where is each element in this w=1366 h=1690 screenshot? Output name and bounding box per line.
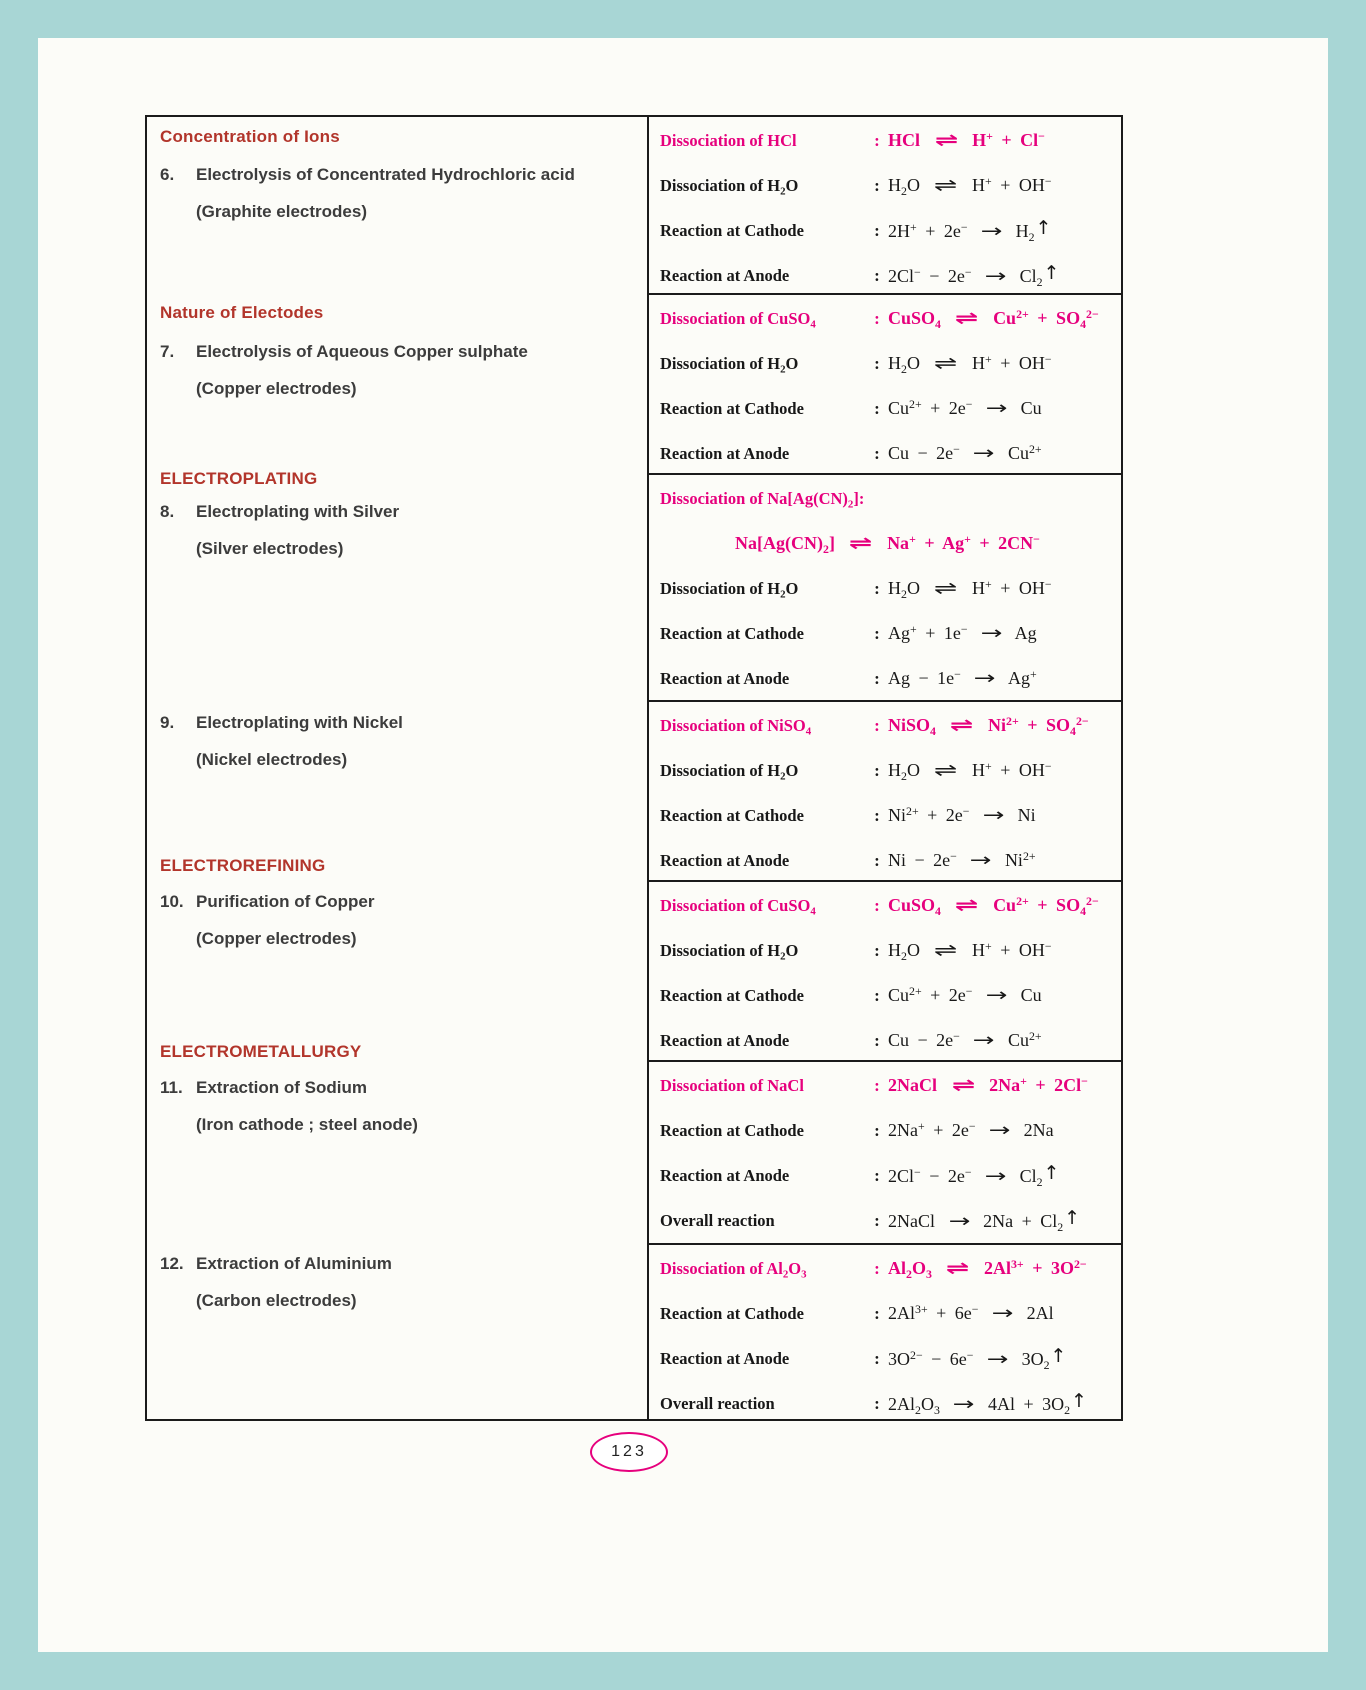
colon-separator: :: [874, 578, 880, 598]
reaction-label: Dissociation of $H_2O$: [660, 353, 799, 375]
reaction-row: [649, 611, 1121, 656]
reaction-row: [649, 656, 1121, 701]
reaction-formula: $Cu - 2e^- \to Cu^{2+}$: [888, 441, 1042, 464]
colon-separator: :: [874, 175, 880, 195]
colon-separator: :: [874, 1348, 880, 1368]
reaction-row: [649, 1246, 1121, 1291]
reaction-label: Dissociation of $H_2O$: [660, 578, 799, 600]
topic-subtitle: (Copper electrodes): [196, 379, 357, 398]
reaction-formula: $H_2O$ ⇌ H+ + OH−: [888, 351, 1052, 376]
reaction-row: [649, 208, 1121, 253]
topic-subtitle: (Iron cathode ; steel anode): [196, 1115, 418, 1134]
reaction-block: [649, 882, 1121, 1062]
reaction-formula: $3O^{2-} - 6e^-$ → $3O_2↑$: [888, 1344, 1067, 1372]
topic-number: 7.: [160, 342, 175, 361]
reaction-label: Dissociation of $H_2O$: [660, 940, 799, 962]
reaction-row: [649, 118, 1121, 163]
colon-separator: :: [874, 130, 880, 150]
section-heading: Concentration of Ions: [160, 127, 340, 146]
reaction-row: [649, 341, 1121, 386]
reaction-row: [649, 1198, 1121, 1243]
colon-separator: :: [874, 1120, 880, 1140]
reaction-row: [649, 748, 1121, 793]
colon-separator: :: [874, 1393, 880, 1413]
colon-separator: :: [874, 850, 880, 870]
reaction-label: Dissociation of NaCl: [660, 1075, 804, 1095]
reaction-formula: NiSO$_4$ ⇌ $Ni^{2+} + SO_4^{2-}$: [888, 713, 1089, 738]
topic-number: 12.: [160, 1254, 184, 1273]
reaction-row: [649, 1018, 1121, 1062]
reaction-label: Reaction at Cathode: [660, 1120, 804, 1140]
reaction-formula: $H_2O$ ⇌ H+ + OH−: [888, 758, 1052, 783]
reaction-block: [649, 475, 1121, 702]
topic-item: [160, 164, 641, 223]
topic-item: [160, 501, 641, 560]
topic-subtitle: (Silver electrodes): [196, 539, 344, 558]
reaction-label: Dissociation of $Na[Ag(CN)_2]$:: [660, 488, 865, 510]
topic-subtitle: (Nickel electrodes): [196, 750, 348, 769]
topic-number: 9.: [160, 713, 175, 732]
topic-title-line: [160, 164, 641, 186]
topics-column: [147, 117, 647, 1419]
topic-title: Electrolysis of Aqueous Copper sulphate: [196, 342, 528, 361]
reaction-label: Reaction at Anode: [660, 1348, 790, 1368]
reaction-formula: $H_2O$ ⇌ H+ + OH−: [888, 938, 1052, 963]
reaction-label: Reaction at Cathode: [660, 985, 804, 1005]
reaction-block: [649, 117, 1121, 295]
reaction-row: [649, 386, 1121, 431]
topic-title: Electroplating with Silver: [196, 502, 400, 521]
topic-title: Electroplating with Nickel: [196, 713, 403, 732]
reaction-label: Reaction at Cathode: [660, 398, 804, 418]
topic-title-line: [160, 341, 641, 363]
reaction-formula: 2Na+ + 2e− → 2Na: [888, 1118, 1054, 1141]
colon-separator: :: [874, 308, 880, 328]
reaction-formula: $Cu^{2+} + 2e^- \to Cu$: [888, 396, 1042, 419]
colon-separator: :: [874, 220, 880, 240]
reaction-row: [649, 1291, 1121, 1336]
section-heading: Nature of Electodes: [160, 303, 324, 322]
reaction-row: [649, 521, 1121, 566]
colon-separator: :: [874, 668, 880, 688]
reaction-row: [649, 703, 1121, 748]
reaction-label: Reaction at Anode: [660, 443, 790, 463]
topic-title-line: [160, 501, 641, 523]
topic-title-line: [160, 1253, 641, 1275]
page-sheet: [38, 38, 1328, 1652]
reaction-formula: Ag+ + 1e− → Ag: [888, 621, 1037, 644]
reaction-row: [649, 883, 1121, 928]
colon-separator: :: [874, 1075, 880, 1095]
colon-separator: :: [874, 353, 880, 373]
reaction-row: [649, 973, 1121, 1018]
reaction-row: [649, 476, 1121, 521]
reaction-formula: 2NaCl → $2Na + Cl_2↑$: [888, 1206, 1081, 1234]
colon-separator: :: [874, 1258, 880, 1278]
reaction-row: [649, 253, 1121, 295]
topic-subtitle: (Copper electrodes): [196, 929, 357, 948]
topic-number: 6.: [160, 165, 175, 184]
reaction-row: [649, 566, 1121, 611]
reaction-row: [649, 928, 1121, 973]
colon-separator: :: [874, 1210, 880, 1230]
colon-separator: :: [874, 985, 880, 1005]
reaction-formula: CuSO$_4$ ⇌ $Cu^{2+} + SO_4^{2-}$: [888, 306, 1099, 331]
reaction-row: [649, 431, 1121, 475]
topic-number: 11.: [160, 1078, 183, 1097]
page-number: 123: [611, 1443, 647, 1460]
reaction-label: Dissociation of NiSO$_4$: [660, 715, 812, 737]
reaction-label: Dissociation of CuSO$_4$: [660, 895, 816, 917]
reaction-formula: $H_2O$ ⇌ H+ + OH−: [888, 173, 1052, 198]
colon-separator: :: [874, 265, 880, 285]
reaction-row: [649, 793, 1121, 838]
reaction-formula: $2Cl^- - 2e^- \to Cl_2↑$: [888, 261, 1060, 289]
reaction-block: [649, 702, 1121, 882]
reaction-formula: Ag − 1e− → Ag+: [888, 666, 1037, 689]
topic-title-line: [160, 891, 641, 913]
topic-title: Electrolysis of Concentrated Hydrochloric acid: [196, 165, 575, 184]
colon-separator: :: [874, 895, 880, 915]
colon-separator: :: [874, 1303, 880, 1323]
reaction-formula: $2Cl^- - 2e^- \to Cl_2↑$: [888, 1161, 1060, 1189]
reactions-column: [647, 117, 1121, 1419]
colon-separator: :: [874, 443, 880, 463]
reaction-label: Reaction at Cathode: [660, 805, 804, 825]
reaction-label: Dissociation of HCl: [660, 130, 797, 150]
colon-separator: :: [874, 398, 880, 418]
reaction-formula: $H_2O$ ⇌ H+ + OH−: [888, 576, 1052, 601]
reaction-formula: HCl ⇌ H+ + Cl−: [888, 128, 1045, 151]
reaction-label: Reaction at Anode: [660, 668, 790, 688]
topic-title-line: [160, 1077, 641, 1099]
reaction-row: [649, 1381, 1121, 1419]
colon-separator: :: [874, 623, 880, 643]
topic-title: Purification of Copper: [196, 892, 375, 911]
reaction-label: Reaction at Anode: [660, 265, 790, 285]
reaction-row: [649, 1153, 1121, 1198]
reaction-formula: $Cu^{2+} + 2e^- \to Cu$: [888, 983, 1042, 1006]
reaction-label: Dissociation of CuSO$_4$: [660, 308, 816, 330]
reaction-block: [649, 1062, 1121, 1245]
page-number-badge: [590, 1432, 668, 1472]
colon-separator: :: [874, 760, 880, 780]
reaction-label: Reaction at Anode: [660, 1165, 790, 1185]
colon-separator: :: [874, 1165, 880, 1185]
colon-separator: :: [874, 805, 880, 825]
reaction-formula: $Na[Ag(CN)_2]$ ⇌ Na+ + Ag+ + 2CN−: [735, 531, 1040, 556]
reaction-formula: $2Al^{3+} + 6e^- \to 2Al$: [888, 1301, 1054, 1324]
colon-separator: :: [874, 940, 880, 960]
reaction-block: [649, 1245, 1121, 1419]
topic-item: [160, 891, 641, 950]
topic-item: [160, 1077, 641, 1136]
reaction-formula: $Ni - 2e^- \to Ni^{2+}$: [888, 848, 1036, 871]
topic-number: 8.: [160, 502, 175, 521]
reaction-label: Overall reaction: [660, 1210, 775, 1230]
reaction-label: Reaction at Anode: [660, 1030, 790, 1050]
reaction-label: Dissociation of $H_2O$: [660, 760, 799, 782]
topic-title: Extraction of Aluminium: [196, 1254, 392, 1273]
topic-number: 10.: [160, 892, 184, 911]
reaction-row: [649, 1108, 1121, 1153]
reaction-label: Dissociation of $Al_2O_3$: [660, 1258, 807, 1280]
reaction-row: [649, 1063, 1121, 1108]
reaction-formula: $2H^+ + 2e^- \to H_2↑$: [888, 216, 1052, 244]
reaction-label: Reaction at Cathode: [660, 623, 804, 643]
reaction-label: Dissociation of $H_2O$: [660, 175, 799, 197]
reaction-formula: $Ni^{2+} + 2e^- \to Ni$: [888, 803, 1036, 826]
topic-title-line: [160, 712, 641, 734]
reaction-formula: $Cu - 2e^- \to Cu^{2+}$: [888, 1028, 1042, 1051]
reaction-block: [649, 295, 1121, 475]
reaction-label: Reaction at Cathode: [660, 220, 804, 240]
reaction-row: [649, 296, 1121, 341]
colon-separator: :: [874, 1030, 880, 1050]
reaction-row: [649, 163, 1121, 208]
topic-title: Extraction of Sodium: [196, 1078, 367, 1097]
reaction-formula: $2Al_2O_3 \to 4Al$ + $3O_2↑$: [888, 1389, 1087, 1417]
section-heading: ELECTROREFINING: [160, 856, 326, 875]
reaction-label: Overall reaction: [660, 1393, 775, 1413]
reaction-label: Reaction at Anode: [660, 850, 790, 870]
reaction-row: [649, 838, 1121, 882]
topic-item: [160, 712, 641, 771]
topic-item: [160, 1253, 641, 1312]
topic-subtitle: (Carbon electrodes): [196, 1291, 357, 1310]
section-heading: ELECTROMETALLURGY: [160, 1042, 362, 1061]
electrolysis-summary-table: [145, 115, 1123, 1421]
reaction-row: [649, 1336, 1121, 1381]
section-heading: ELECTROPLATING: [160, 469, 318, 488]
reaction-formula: $Al_2O_3$ ⇌ $2Al^{3+} + 3O^{2-}$: [888, 1256, 1087, 1281]
reaction-formula: 2NaCl ⇌ 2Na+ + 2Cl−: [888, 1073, 1088, 1096]
topic-subtitle: (Graphite electrodes): [196, 202, 367, 221]
topic-item: [160, 341, 641, 400]
colon-separator: :: [874, 715, 880, 735]
reaction-label: Reaction at Cathode: [660, 1303, 804, 1323]
reaction-formula: CuSO$_4$ ⇌ $Cu^{2+} + SO_4^{2-}$: [888, 893, 1099, 918]
